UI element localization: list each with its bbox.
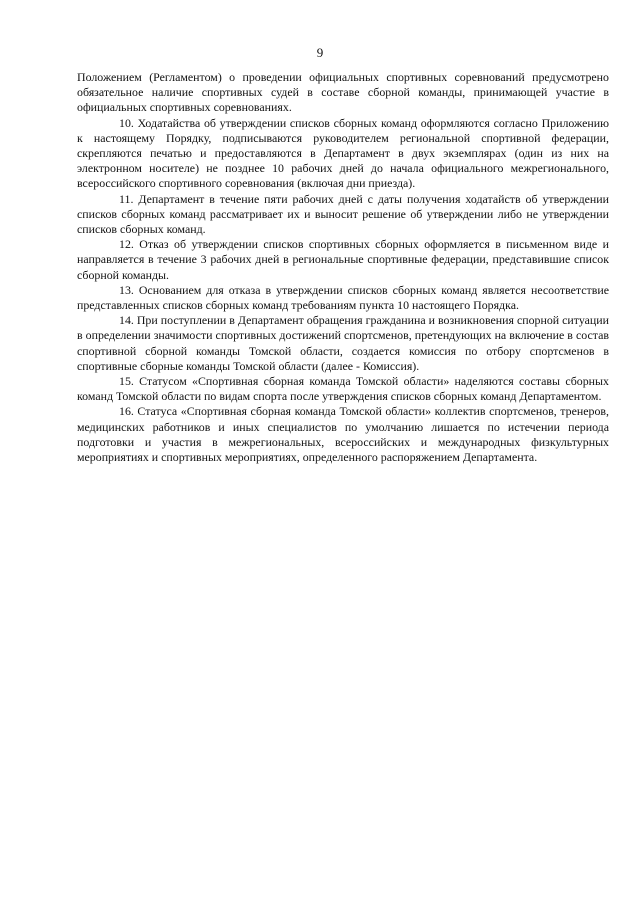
paragraph-16: 16. Статуса «Спортивная сборная команда Томской области» коллектив спортсменов, тренеров, медицинских работников и иных специалистов по умолчанию лишается по истечении периода подготовки и участия в межрегиональных, всероссийских и международных физкультурных мероприятиях и спортивных мероприятиях, определенного распоряжением Департамента. [77,404,609,465]
paragraph-11: 11. Департамент в течение пяти рабочих дней с даты получения ходатайств об утверждении списков сборных команд рассматривает их и выносит решение об утверждении либо не утверждении списков сборных команд. [77,191,609,237]
paragraph-14: 14. При поступлении в Департамент обращения гражданина и возникновения спорной ситуации в определении значимости спортивных достижений спортсменов, претендующих на включение в состав спортивной сборной команды Томской области, создается комиссия по отбору спортсменов в спортивные сборные команды Томской области (далее - Комиссия). [77,313,609,373]
paragraph-12: 12. Отказ об утверждении списков спортивных сборных оформляется в письменном виде и направляется в течение 3 рабочих дней в региональные спортивные федерации, представившие список сборной команды. [77,237,609,282]
document-body [77,70,609,465]
paragraph-continuation: Положением (Регламентом) о проведении официальных спортивных соревнований предусмотрено обязательное наличие спортивных судей в составе сборной команды, принимающей участие в официальных спортивных соревнованиях. [77,70,609,115]
paragraph-13: 13. Основанием для отказа в утверждении списков сборных команд является несоответствие представленных списков сборных команд требованиям пункта 10 настоящего Порядка. [77,282,609,313]
paragraph-15: 15. Статусом «Спортивная сборная команда Томской области» наделяются составы сборных команд Томской области по видам спорта после утверждения списков сборных команд Департаментом. [77,374,609,404]
page-number: 9 [316,45,324,60]
paragraph-10: 10. Ходатайства об утверждении списков сборных команд оформляются согласно Приложению к настоящему Порядку, подписываются руководителем региональной спортивной федерации, скрепляются печатью и предоставляются в Департамент в двух экземплярах (один из них на электронном носителе) не позднее 10 рабочих дней до начала официального межрегионального, всероссийского спортивного соревнования (включая дни приезда). [77,115,609,191]
